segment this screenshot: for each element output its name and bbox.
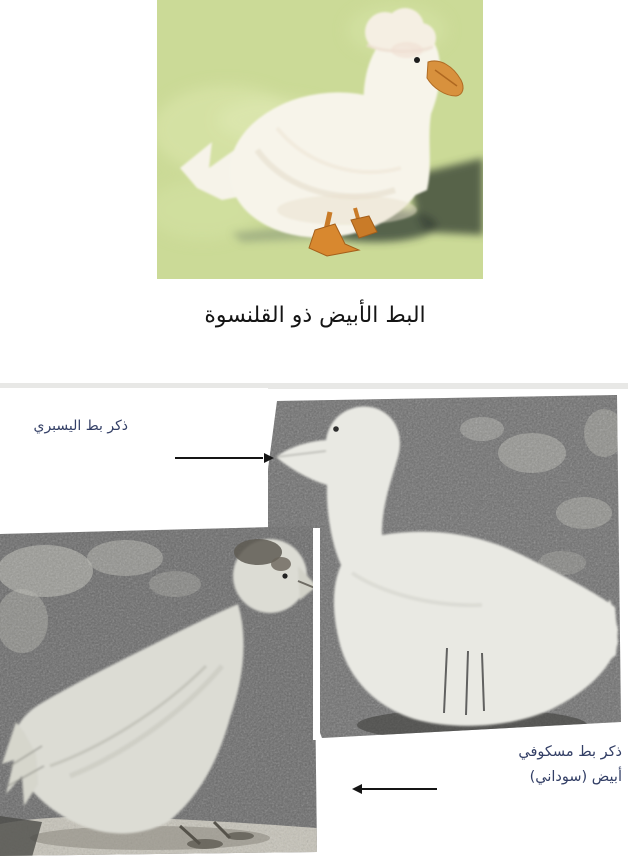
muscovy-label-line1: ذكر بط مسكوفي: [518, 744, 622, 760]
arrow-head: [352, 784, 362, 794]
aylesbury-label: ذكر بط اليسبري: [33, 418, 128, 434]
arrow-shaft: [175, 457, 263, 459]
crested-duck-photo: [157, 0, 483, 279]
muscovy-label: [412, 740, 622, 790]
figure-caption-crested-duck: البط الأبيض ذو القلنسوة: [204, 303, 426, 328]
arrow-right-icon: [175, 453, 265, 463]
muscovy-duck-illustration: [0, 526, 317, 857]
muscovy-duck-photo: [0, 526, 317, 857]
arrow-left-icon: [361, 784, 437, 794]
duck-eye: [282, 573, 287, 578]
arrow-shaft: [361, 788, 437, 790]
arrow-head: [264, 453, 274, 463]
duck-eye: [333, 426, 339, 432]
crested-duck-illustration: [157, 0, 483, 279]
photo-gap-strip: [313, 528, 320, 740]
muscovy-label-line2: أبيض (سوداني): [529, 769, 622, 785]
duck-eye: [414, 57, 420, 63]
